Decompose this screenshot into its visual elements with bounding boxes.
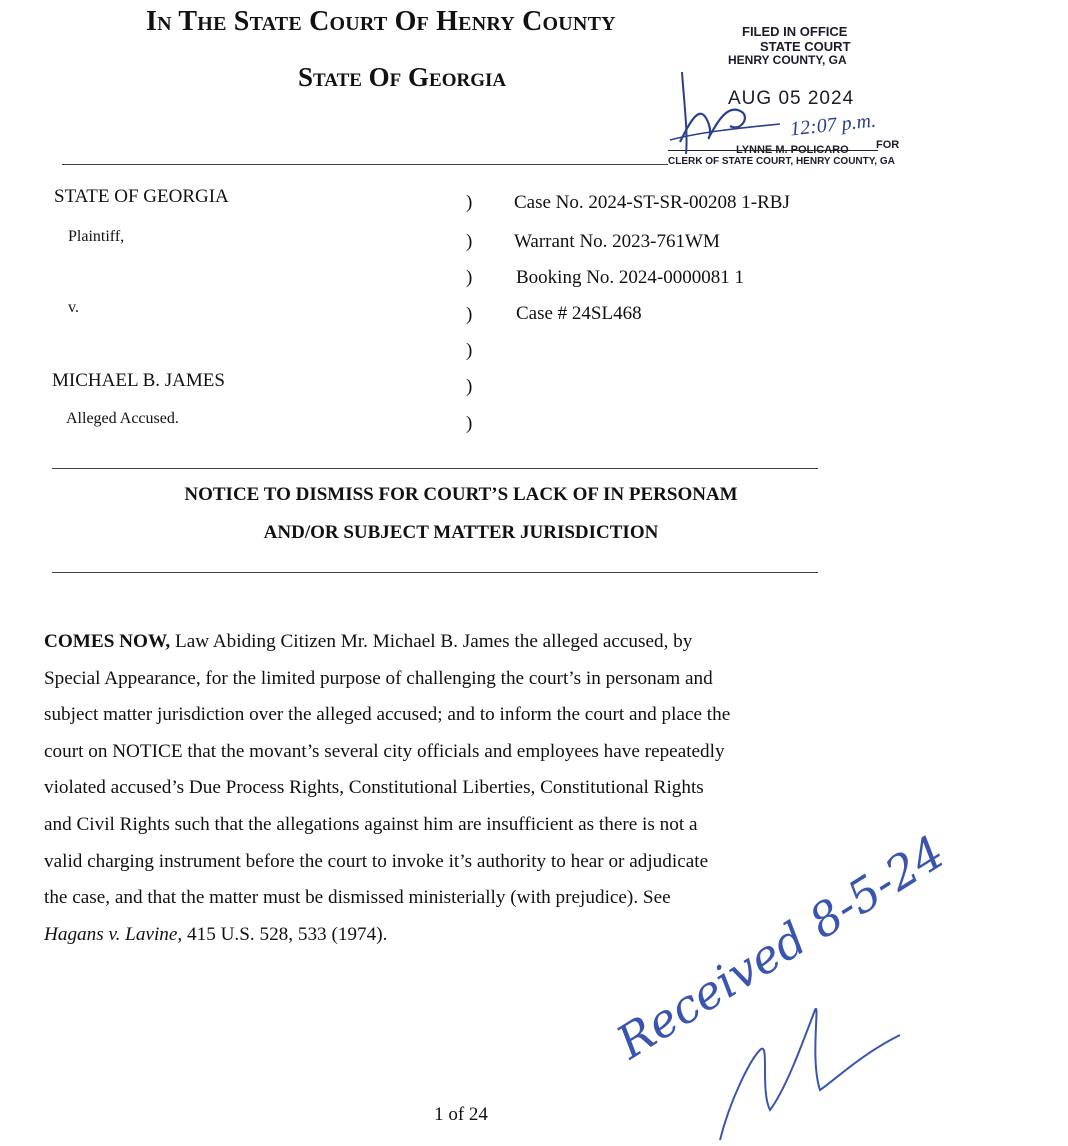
- plaintiff-role: Plaintiff,: [68, 228, 125, 245]
- title-divider: [52, 572, 818, 573]
- body-paragraph: [44, 624, 834, 953]
- body-lead: COMES NOW,: [44, 631, 171, 652]
- body-line: violated accused’s Due Process Rights, Constitutional Liberties, Constitutional Rights: [44, 777, 704, 799]
- stamp-date: AUG 05 2024: [728, 88, 855, 109]
- court-name-heading: In The State Court Of Henry County: [146, 6, 616, 37]
- body-line: valid charging instrument before the court to invoke it’s authority to hear or adjudicate: [44, 850, 709, 872]
- caption-paren: ): [466, 413, 473, 434]
- caption-paren: ): [466, 376, 473, 397]
- header-divider: [62, 164, 668, 165]
- stamp-for-label: FOR: [876, 139, 900, 151]
- clerk-signature-icon: [660, 62, 920, 162]
- caption-paren: ): [466, 267, 473, 288]
- document-title-line1: NOTICE TO DISMISS FOR COURT’S LACK OF IN PERSONAM: [184, 484, 738, 505]
- body-line: and Civil Rights such that the allegations against him are insufficient as there is not a: [44, 813, 698, 835]
- versus-label: v.: [68, 299, 79, 316]
- stamp-filed-line: FILED IN OFFICE: [742, 24, 848, 39]
- stamp-court-line: STATE COURT: [760, 39, 851, 54]
- received-note-text: Received 8-5-24: [607, 824, 954, 1070]
- caption-paren: ): [466, 192, 473, 213]
- defendant-role: Alleged Accused.: [66, 410, 179, 427]
- case-hash-number: Case # 24SL468: [516, 303, 642, 324]
- plaintiff-name: STATE OF GEORGIA: [54, 186, 229, 207]
- booking-number: Booking No. 2024-0000081 1: [516, 267, 744, 288]
- caption-paren: ): [466, 304, 473, 325]
- body-line: subject matter jurisdiction over the alleged accused; and to inform the court and place the: [44, 704, 731, 726]
- citation-reference: 415 U.S. 528, 533 (1974).: [182, 923, 388, 945]
- caption-divider: [52, 468, 818, 469]
- body-line: the case, and that the matter must be dismissed ministerially (with prejudice). See: [44, 887, 671, 909]
- body-line: court on NOTICE that the movant’s several city officials and employees have repeatedly: [44, 740, 725, 762]
- page-number: 1 of 24: [434, 1104, 488, 1125]
- defendant-name: MICHAEL B. JAMES: [52, 370, 225, 391]
- document-title-line2: AND/OR SUBJECT MATTER JURISDICTION: [263, 522, 659, 543]
- case-number: Case No. 2024-ST-SR-00208 1-RBJ: [514, 192, 790, 213]
- stamp-clerk-title: CLERK OF STATE COURT, HENRY COUNTY, GA: [668, 156, 895, 167]
- stamp-clerk-name: LYNNE M. POLICARO: [736, 144, 849, 156]
- stamp-handwritten-time: 12:07 p.m.: [789, 109, 877, 141]
- stamp-county-line: HENRY COUNTY, GA: [728, 53, 847, 67]
- body-line: Law Abiding Citizen Mr. Michael B. James the alleged accused, by: [170, 631, 693, 652]
- state-heading: State Of Georgia: [298, 62, 507, 92]
- body-line: Special Appearance, for the limited purpose of challenging the court’s in personam and: [44, 667, 713, 689]
- caption-paren: ): [466, 340, 473, 361]
- citation-case-name: Hagans v. Lavine,: [44, 923, 183, 945]
- warrant-number: Warrant No. 2023-761WM: [514, 231, 720, 252]
- caption-paren: ): [466, 231, 473, 252]
